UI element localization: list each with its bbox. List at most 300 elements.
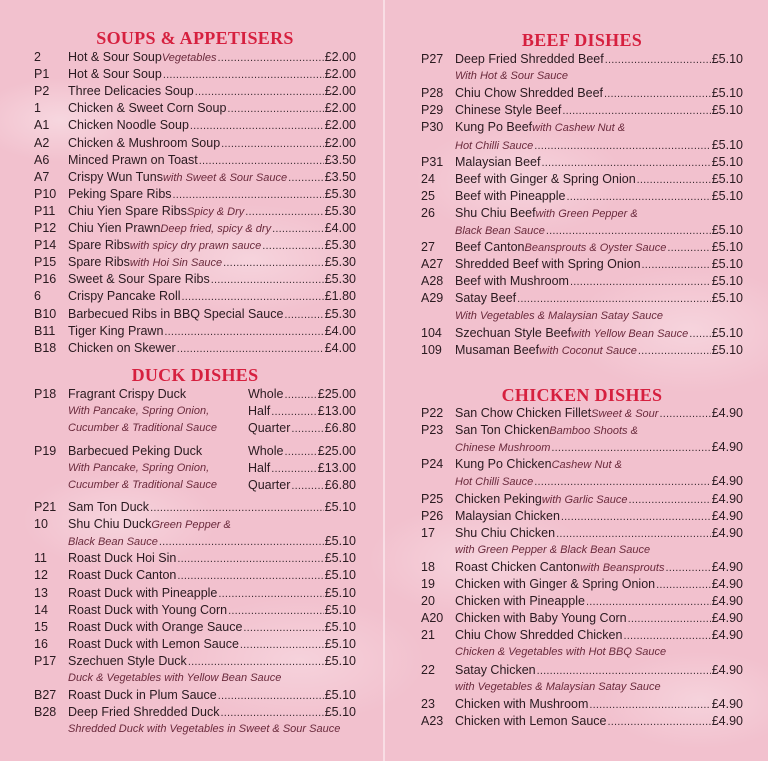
leader-dots <box>562 102 710 120</box>
item-name: Malaysian Chicken <box>455 508 560 523</box>
item-price: £4.90 <box>711 474 743 489</box>
item-description: Beansprouts & Oyster Sauce <box>524 242 667 255</box>
portion-label: Quarter <box>248 478 291 493</box>
item-continuation <box>455 137 743 154</box>
item-name: Shu Chiu Chicken <box>455 525 556 540</box>
menu-item-row <box>34 186 356 203</box>
item-subtitle: With Hot & Sour Sauce <box>455 70 569 83</box>
item-subtitle: with Green Pepper & Black Bean Sauce <box>455 543 651 556</box>
item-price: £5.10 <box>711 137 743 152</box>
item-code: P26 <box>421 508 444 523</box>
item-name: Chicken with Pineapple <box>455 594 585 609</box>
leader-dots <box>218 585 323 603</box>
item-code: B10 <box>34 306 57 321</box>
item-code: 15 <box>34 619 48 634</box>
leader-dots <box>689 325 710 343</box>
item-code: P25 <box>421 491 444 506</box>
item-name: Chiu Chow Shredded Chicken <box>455 628 623 643</box>
menu-item-row <box>34 499 356 516</box>
item-code: B11 <box>34 323 56 338</box>
item-line <box>455 154 743 172</box>
item-subtitle: Cucumber & Traditional Sauce <box>68 422 217 435</box>
portion-label: Half <box>248 404 271 419</box>
item-price: £3.50 <box>324 152 356 167</box>
leader-dots <box>541 154 710 172</box>
item-line <box>455 188 743 206</box>
leader-dots <box>223 254 324 272</box>
menu-item-row <box>421 119 743 136</box>
item-code: 25 <box>421 188 435 203</box>
leader-dots <box>177 567 323 585</box>
item-subtitle: Shredded Duck with Vegetables in Sweet & Sour Sauce <box>68 723 341 736</box>
item-name: Roast Duck with Orange Sauce <box>68 619 243 634</box>
leader-dots <box>245 203 323 221</box>
item-line <box>68 340 356 358</box>
leader-dots <box>605 51 711 69</box>
leader-dots <box>220 704 323 722</box>
item-description: with Green Pepper & <box>535 207 638 220</box>
leader-dots <box>628 491 710 509</box>
item-line <box>455 405 743 423</box>
item-description: Vegetables <box>161 52 217 64</box>
item-code: P30 <box>421 120 444 135</box>
item-name: Satay Beef <box>455 291 517 306</box>
item-line <box>455 627 743 645</box>
item-code: P24 <box>421 457 444 472</box>
menu-item-row <box>34 288 356 305</box>
item-line <box>455 713 743 731</box>
menu-item-row <box>34 619 356 636</box>
item-name: Crispy Pancake Roll <box>68 289 181 304</box>
item-description: with Hoi Sin Sauce <box>129 257 223 270</box>
duck-set <box>34 386 356 437</box>
item-name: Deep Fried Shredded Duck <box>68 705 220 720</box>
menu-item-row <box>421 188 743 205</box>
item-name: Roast Duck with Young Corn <box>68 602 228 617</box>
item-price: £5.10 <box>324 705 356 720</box>
item-continuation <box>455 439 743 456</box>
leader-dots <box>291 477 323 495</box>
item-line <box>455 610 743 628</box>
item-code: 14 <box>34 602 48 617</box>
item-code: B18 <box>34 340 57 355</box>
item-line <box>455 171 743 189</box>
item-line <box>455 119 743 137</box>
item-line <box>68 271 356 289</box>
item-line <box>455 256 743 274</box>
item-price: £5.30 <box>324 203 356 218</box>
leader-dots <box>218 687 324 705</box>
item-name: Chicken Peking <box>455 491 542 506</box>
leader-dots <box>211 271 324 289</box>
item-price: £4.90 <box>711 559 743 574</box>
item-code: A28 <box>421 274 444 289</box>
item-description-cont: Hot Chilli Sauce <box>455 476 534 489</box>
menu-item-row <box>421 576 743 593</box>
soups-heading: SOUPS & APPETISERS <box>96 28 294 48</box>
item-line <box>455 508 743 526</box>
leader-dots <box>284 306 323 324</box>
item-price: £13.00 <box>317 461 356 476</box>
menu-item-row <box>34 636 356 653</box>
item-price: £3.50 <box>324 169 356 184</box>
item-code: P19 <box>34 444 57 459</box>
menu-item-row <box>34 117 356 134</box>
item-code: 12 <box>34 568 48 583</box>
leader-dots <box>163 66 324 84</box>
item-price: £2.00 <box>324 118 356 133</box>
item-price: £5.10 <box>324 619 356 634</box>
portion-label: Whole <box>248 387 284 401</box>
item-description: Spicy & Dry <box>186 205 245 218</box>
item-line <box>68 152 356 170</box>
item-line <box>68 306 356 324</box>
menu-item-row <box>421 325 743 342</box>
item-price: £5.10 <box>711 257 743 272</box>
item-price: £5.10 <box>324 534 356 549</box>
item-continuation <box>455 222 743 239</box>
item-price: £5.10 <box>324 585 356 600</box>
item-name: Minced Prawn on Toast <box>68 152 198 167</box>
item-line <box>68 288 356 306</box>
duck-heading: DUCK DISHES <box>131 365 259 385</box>
leader-dots <box>607 713 710 731</box>
item-name: Hot & Sour Soup <box>68 50 162 64</box>
item-price: £5.10 <box>711 325 743 340</box>
leader-dots <box>217 49 323 67</box>
item-name: San Ton Chicken <box>455 423 550 438</box>
item-name: Satay Chicken <box>455 662 536 677</box>
item-name: Beef Canton <box>455 240 525 255</box>
item-name: Roast Duck Canton <box>68 568 177 583</box>
item-line <box>68 687 356 705</box>
menu-item-row <box>34 135 356 152</box>
item-price: £13.00 <box>317 404 356 419</box>
leader-dots <box>667 239 710 257</box>
leader-dots <box>589 696 710 714</box>
item-line <box>455 51 743 69</box>
item-code: P1 <box>34 67 50 82</box>
portion-quarter <box>248 420 356 438</box>
item-name: Peking Spare Ribs <box>68 186 172 201</box>
item-price: £5.30 <box>324 186 356 201</box>
menu-item-row <box>421 273 743 290</box>
item-line <box>68 186 356 204</box>
item-line <box>455 491 743 509</box>
item-price: £4.90 <box>711 508 743 523</box>
item-price: £2.00 <box>324 84 356 99</box>
item-name: Hot & Sour Soup <box>68 67 162 82</box>
item-line <box>455 576 743 594</box>
leader-dots <box>164 323 323 341</box>
item-price: £4.90 <box>711 713 743 728</box>
item-name: Chicken with Mushroom <box>455 696 589 711</box>
item-line <box>68 585 356 603</box>
leader-dots <box>195 83 324 101</box>
item-code: P15 <box>34 255 57 270</box>
menu-item-row <box>421 51 743 68</box>
item-name: Shu Chiu Duck <box>68 517 152 532</box>
item-line <box>68 169 356 187</box>
menu-item-row <box>421 508 743 525</box>
item-price: £4.00 <box>324 221 356 235</box>
item-code: P27 <box>421 52 444 66</box>
item-price: £5.10 <box>711 342 743 357</box>
leader-dots <box>288 169 324 187</box>
item-price: £5.10 <box>711 86 743 101</box>
item-line <box>68 602 356 620</box>
menu-item-row <box>34 100 356 117</box>
menu-item-row <box>34 66 356 83</box>
portion-half <box>248 460 356 478</box>
menu-item-row <box>34 271 356 288</box>
leader-dots <box>284 386 316 404</box>
leader-dots <box>642 256 711 274</box>
item-line <box>68 499 356 517</box>
item-description: Cashew Nut & <box>551 459 622 472</box>
item-name: Chiu Yien Spare Ribs <box>68 203 187 218</box>
menu-item-row <box>34 653 356 670</box>
item-code: A20 <box>421 611 444 626</box>
item-line <box>68 254 356 272</box>
leader-dots <box>567 188 711 206</box>
item-code: P17 <box>34 653 57 668</box>
item-description: Bamboo Shoots & <box>549 425 638 438</box>
item-price: £5.10 <box>324 688 356 703</box>
item-price: £5.10 <box>711 240 743 255</box>
item-code: 18 <box>421 559 435 574</box>
item-line <box>68 135 356 153</box>
menu-item-row <box>34 550 356 567</box>
portion-quarter <box>248 477 356 495</box>
item-name: Beef with Mushroom <box>455 274 569 289</box>
item-price: £4.90 <box>711 611 743 626</box>
item-code: 1 <box>34 101 41 116</box>
menu-item-row <box>421 559 743 576</box>
item-line <box>68 704 356 722</box>
item-subtitle: Cucumber & Traditional Sauce <box>68 479 217 492</box>
item-subtitle: with Vegetables & Malaysian Satay Sauce <box>455 680 661 693</box>
leader-dots <box>537 662 711 680</box>
item-subtitle: With Pancake, Spring Onion, <box>68 405 210 418</box>
item-description-cont: Chinese Mushroom <box>455 442 551 455</box>
leader-dots <box>556 525 711 543</box>
item-description-cont: Black Bean Sauce <box>68 536 158 549</box>
menu-item-row <box>421 342 743 359</box>
item-line <box>68 66 356 84</box>
item-price: £5.10 <box>711 291 743 306</box>
beef-heading: BEEF DISHES <box>521 30 643 50</box>
item-price: £5.30 <box>324 272 356 287</box>
item-price: £5.10 <box>324 653 356 668</box>
item-code: 2 <box>34 50 41 64</box>
menu-item-row <box>34 687 356 704</box>
item-line <box>455 456 743 474</box>
leader-dots <box>604 85 711 103</box>
menu-item-row <box>34 602 356 619</box>
item-name: Shu Chiu Beef <box>455 205 536 220</box>
item-name: Chiu Yien Prawn <box>68 221 161 235</box>
item-price: £5.10 <box>711 223 743 237</box>
menu-item-row <box>421 171 743 188</box>
item-name: Chicken with Baby Young Corn <box>455 611 627 626</box>
leader-dots <box>173 186 324 204</box>
item-price: £5.10 <box>324 602 356 617</box>
item-price: £5.10 <box>711 154 743 169</box>
leader-dots <box>272 220 324 238</box>
item-price: £5.30 <box>324 306 356 321</box>
item-code: A2 <box>34 135 50 150</box>
item-code: 17 <box>421 525 435 540</box>
item-line <box>68 83 356 101</box>
item-code: P22 <box>421 406 444 420</box>
item-subtitle: With Vegetables & Malaysian Satay Sauce <box>455 309 663 322</box>
item-name: Barbecued Ribs in BBQ Special Sauce <box>68 306 284 321</box>
menu-item-row <box>421 525 743 542</box>
item-code: 23 <box>421 696 435 711</box>
item-description: with Beansprouts <box>580 561 665 574</box>
leader-dots <box>190 117 324 135</box>
item-description: Green Pepper & <box>151 519 231 532</box>
menu-item-row <box>34 169 356 186</box>
item-line <box>68 100 356 118</box>
item-name: Chicken & Mushroom Soup <box>68 135 221 150</box>
item-line <box>455 422 743 440</box>
item-name: Chicken Noodle Soup <box>68 118 189 133</box>
item-code: 6 <box>34 289 41 304</box>
item-line <box>68 550 356 568</box>
item-subtitle: With Pancake, Spring Onion, <box>68 462 210 475</box>
item-price: £4.90 <box>711 696 743 711</box>
leader-dots <box>240 636 324 654</box>
leader-dots <box>291 420 323 438</box>
item-line <box>455 85 743 103</box>
item-price: £4.90 <box>711 491 743 506</box>
item-price: £5.30 <box>324 238 356 253</box>
item-name: Chiu Chow Shredded Beef <box>455 86 604 101</box>
portion-half <box>248 403 356 421</box>
item-code: A1 <box>34 118 50 133</box>
item-price: £5.10 <box>324 568 356 583</box>
menu-item-row <box>421 627 743 644</box>
menu-item-row <box>34 704 356 721</box>
item-code: A23 <box>421 713 444 728</box>
item-code: P11 <box>34 203 56 218</box>
leader-dots <box>177 550 323 568</box>
item-code: P21 <box>34 500 57 514</box>
item-price: £4.90 <box>711 406 743 420</box>
item-continuation <box>68 533 356 550</box>
item-line <box>455 325 743 343</box>
item-line <box>455 205 743 223</box>
menu-item-row <box>34 49 356 66</box>
portion-whole <box>248 443 356 461</box>
menu-item-row <box>421 422 743 439</box>
item-line <box>68 619 356 637</box>
item-name: Spare Ribs <box>68 255 130 270</box>
menu-item-row <box>421 696 743 713</box>
item-price: £4.00 <box>324 323 356 338</box>
leader-dots <box>637 171 711 189</box>
item-code: B28 <box>34 705 57 720</box>
item-name: Crispy Wun Tuns <box>68 169 163 184</box>
menu-item-row <box>34 203 356 220</box>
leader-dots <box>517 290 711 308</box>
menu-item-row <box>421 205 743 222</box>
item-code: P16 <box>34 272 57 287</box>
portion-label: Quarter <box>248 421 291 436</box>
item-price: £5.10 <box>324 636 356 651</box>
item-code: P18 <box>34 387 57 401</box>
item-name: Beef with Pineapple <box>455 188 566 203</box>
item-line <box>455 593 743 611</box>
leader-dots <box>228 602 324 620</box>
item-code: 10 <box>34 517 48 532</box>
menu-item-row <box>421 610 743 627</box>
menu-item-row <box>34 152 356 169</box>
item-price: £5.10 <box>711 171 743 186</box>
item-code: 21 <box>421 628 435 643</box>
item-name: Roast Duck Hoi Sin <box>68 551 177 566</box>
leader-dots <box>659 405 710 423</box>
menu-item-row <box>421 102 743 119</box>
leader-dots <box>150 499 324 517</box>
chicken-heading: CHICKEN DISHES <box>501 385 663 405</box>
item-code: A6 <box>34 152 50 167</box>
item-name: Deep Fried Shredded Beef <box>455 52 604 66</box>
item-price: £4.90 <box>711 628 743 643</box>
item-code: A7 <box>34 169 50 184</box>
menu-item-row <box>421 290 743 307</box>
item-code: 11 <box>34 551 47 566</box>
item-code: P31 <box>421 154 444 169</box>
item-line <box>68 653 356 671</box>
leader-dots <box>546 222 711 240</box>
menu-item-row <box>421 239 743 256</box>
item-name: Kung Po Chicken <box>455 457 552 472</box>
item-line <box>68 203 356 221</box>
item-price: £4.00 <box>324 340 356 355</box>
item-price: £5.30 <box>324 255 356 270</box>
item-name: Malaysian Beef <box>455 154 541 169</box>
item-description-cont: Hot Chilli Sauce <box>455 139 534 152</box>
leader-dots <box>199 152 324 170</box>
item-line <box>68 220 356 238</box>
item-name: Tiger King Prawn <box>68 323 164 338</box>
item-price: £4.90 <box>711 525 743 540</box>
item-line <box>455 559 743 577</box>
item-price: £1.80 <box>324 289 356 304</box>
item-name: Chicken on Skewer <box>68 340 176 355</box>
item-price: £25.00 <box>317 444 356 459</box>
item-subtitle: Chicken & Vegetables with Hot BBQ Sauce <box>455 646 667 659</box>
menu-item-row <box>34 340 356 357</box>
item-name: Spare Ribs <box>68 238 130 253</box>
item-name: Sam Ton Duck <box>68 500 150 514</box>
item-price: £2.00 <box>324 135 356 150</box>
item-line <box>455 662 743 680</box>
leader-dots <box>271 460 317 478</box>
item-code: 104 <box>421 325 442 340</box>
menu-item-row <box>421 85 743 102</box>
item-code: 26 <box>421 205 435 220</box>
leader-dots <box>243 619 323 637</box>
item-line <box>455 239 743 257</box>
item-name: Shredded Beef with Spring Onion <box>455 257 641 272</box>
item-code: 22 <box>421 662 435 677</box>
item-name: Roast Chicken Canton <box>455 559 581 574</box>
menu-fold <box>383 0 385 761</box>
